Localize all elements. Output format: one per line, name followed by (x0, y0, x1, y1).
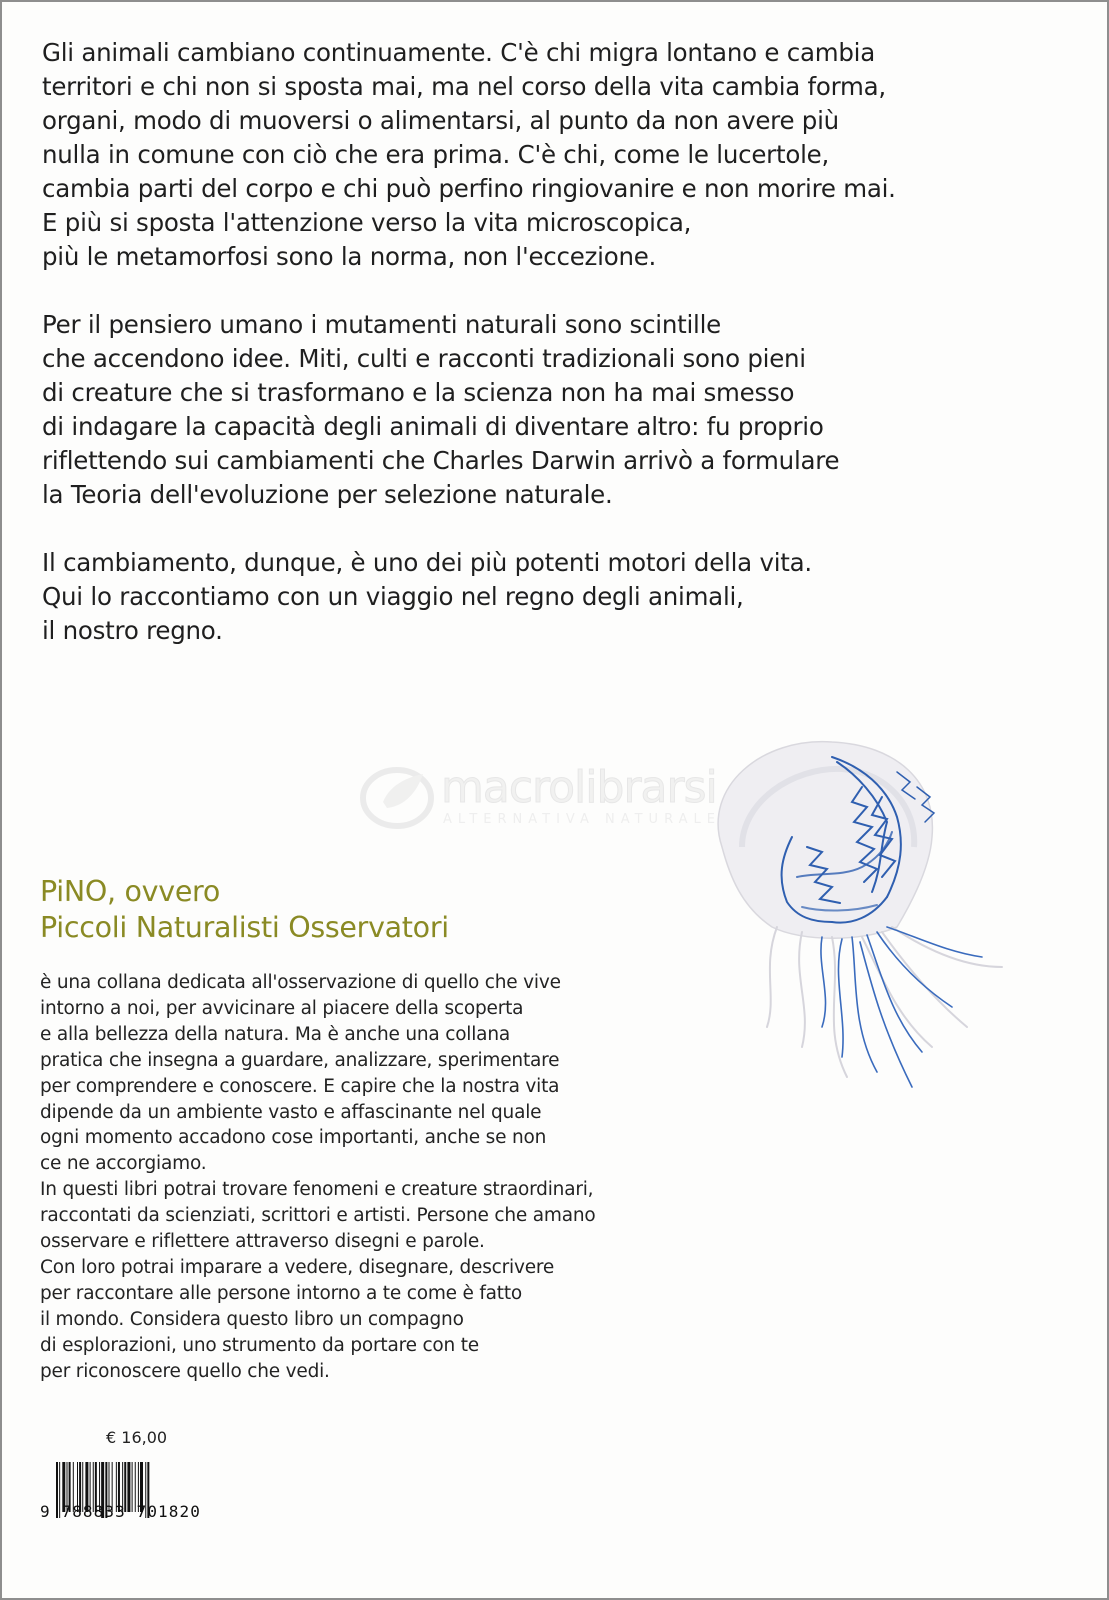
intro-paragraph-1: Gli animali cambiano continuamente. C'è chi migra lontano e cambia territori e chi non si sposta mai, ma nel corso della vita cambia forma, organi, modo di muoversi o alimentarsi, al punto da non avere più nulla in comune con ciò che era prima. C'è chi, come le lucertole, cambia parti del corpo e chi può perfino ringiovanire e non morire mai. E più si sposta l'attenzione verso la vita microscopica, più le metamorfosi sono la norma, non l'eccezione. (42, 38, 896, 271)
isbn-digits: 9 788833 701820 (40, 1502, 201, 1521)
series-title (40, 874, 449, 946)
watermark-tagline: ALTERNATIVA NATURALE (443, 812, 721, 827)
series-title-line-2: Piccoli Naturalisti Osservatori (40, 911, 449, 944)
intro-paragraph-2: Per il pensiero umano i mutamenti naturali sono scintille che accendono idee. Miti, culti e racconti tradizionali sono pieni di creature che si trasformano e la scienza non ha mai smesso di indagare la capacità degli animali di diventare altro: fu proprio riflettendo sui cambiamenti che Charles Darwin arrivò a formulare la Teoria dell'evoluzione per selezione naturale. (42, 310, 840, 509)
intro-paragraph-3: Il cambiamento, dunque, è uno dei più potenti motori della vita. Qui lo raccontiamo con un viaggio nel regno degli animali, il nostro regno. (42, 548, 812, 645)
price-label: € 16,00 (106, 1428, 168, 1447)
leaf-logo-icon (357, 762, 437, 832)
intro-text (42, 36, 922, 682)
series-description: è una collana dedicata all'osservazione di quello che vive intorno a noi, per avvicinare al piacere della scoperta e alla bellezza della natura. Ma è anche una collana pratica che insegna a guardare, analizzare, sperimentare per comprendere e conoscere. E capire che la nostra vita dipende da un ambiente vasto e affascinante nel quale ogni momento accadono cose importanti, anche se non ce ne accorgiamo. In questi libri potrai trovare fenomeni e creature straordinari, raccontati da scienziati, scrittori e artisti. Persone che amano osservare e riflettere attraverso disegni e parole. Con loro potrai imparare a vedere, disegnare, descrivere per raccontare alle persone intorno a te come è fatto il mondo. Considera questo libro un compagno di esplorazioni, uno strumento da portare con te per riconoscere quello che vedi. (40, 972, 596, 1382)
watermark-brand: macrolibrarsi (441, 762, 717, 813)
watermark (357, 762, 777, 842)
series-title-line-1: PiNO, ovvero (40, 875, 220, 908)
